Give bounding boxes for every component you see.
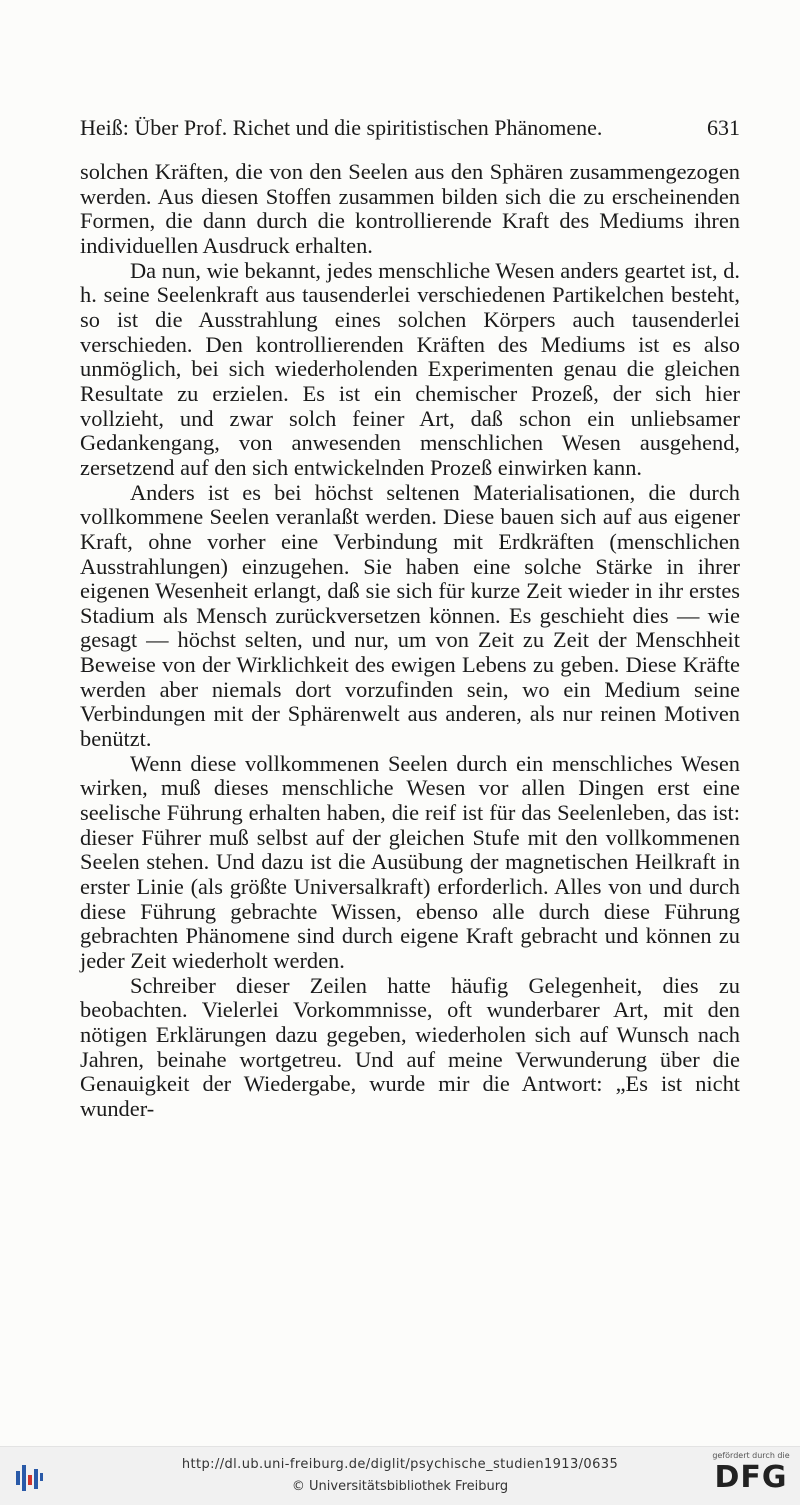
running-title: Heiß: Über Prof. Richet und die spiritistischen Phänomene. — [80, 115, 603, 140]
body-text — [80, 160, 740, 1122]
funder-note: gefördert durch die — [712, 1451, 790, 1460]
running-header — [80, 114, 740, 142]
paragraph-4: Wenn diese vollkommenen Seelen durch ein menschliches Wesen wirken, muß dieses menschliche Wesen vor allen Dingen erst eine seelische Führung erhalten haben, die reif ist für das Seelenleben, das ist: dieser Führer muß selbst auf der gleichen Stufe mit den vollkommenen Seelen stehen. Und dazu ist die Ausübung der magnetischen Heilkraft in erster Linie (als größte Universalkraft) erforderlich. Alles von und durch diese Führung gebrachte Wissen, ebenso alle durch diese Führung gebrachten Phänomene sind durch eigene Kraft gebracht und können zu jeder Zeit wiederholt werden. — [80, 750, 740, 973]
paragraph-2: Da nun, wie bekannt, jedes menschliche Wesen anders geartet ist, d. h. seine Seelenkraft aus tausenderlei verschiedenen Partikelchen besteht, so ist die Ausstrahlung eines solchen Körpers auch tausenderlei verschieden. Den kontrollierenden Kräften des Mediums ist es also unmöglich, bei sich wiederholenden Experimenten genau die gleichen Resultate zu erzielen. Es ist ein chemischer Prozeß, der sich hier vollzieht, und zwar solch feiner Art, daß schon ein unliebsamer Gedankengang, von anwesenden menschlichen Wesen ausgehend, zersetzend auf den sich entwickelnden Prozeß einwirken kann. — [80, 257, 740, 480]
university-library-logo-icon — [10, 1457, 48, 1495]
viewer-footer — [0, 1446, 800, 1505]
paragraph-3: Anders ist es bei höchst seltenen Materialisationen, die durch vollkommene Seelen veranlaßt werden. Diese bauen sich auf aus eigener Kraft, ohne vorher eine Verbindung mit Erdkräften (menschlichen Ausstrahlungen) einzugehen. Sie haben eine solche Stärke in ihrer eigenen Wesenheit erlangt, daß sie sich für kurze Zeit wieder in ihr erstes Stadium als Mensch zurückversetzen können. Es geschieht dies — wie gesagt — höchst selten, und nur, um von Zeit zu Zeit der Menschheit Beweise von der Wirklichkeit des ewigen Lebens zu geben. Diese Kräfte werden aber niemals dort vorzufinden sein, wo ein Medium seine Verbindungen mit der Sphärenwelt aus anderen, als nur reinen Motiven benützt. — [80, 479, 740, 752]
dfg-logo: DFG — [714, 1460, 788, 1495]
footer-url[interactable]: http://dl.ub.uni-freiburg.de/diglit/psychische_studien1913/0635 — [181, 1457, 619, 1472]
footer-copyright: © Universitätsbibliothek Freiburg — [291, 1479, 509, 1494]
paragraph-1: solchen Kräften, die von den Seelen aus den Sphären zusammengezogen werden. Aus diesen Stoffen zusammen bilden sich die zu erscheinenden Formen, die dann durch die kontrollierende Kraft des Mediums ihren individuellen Ausdruck erhalten. — [80, 159, 740, 258]
paragraph-5: Schreiber dieser Zeilen hatte häufig Gelegenheit, dies zu beobachten. Vielerlei Vorkommnisse, oft wunderbarer Art, mit den nötigen Erklärungen dazu gegeben, wiederholen sich auf Wunsch nach Jahren, beinahe wortgetreu. Und auf meine Verwunderung über die Genauigkeit der Wiedergabe, wurde mir die Antwort: „Es ist nicht wunder- — [80, 972, 740, 1121]
page-number: 631 — [707, 115, 740, 140]
